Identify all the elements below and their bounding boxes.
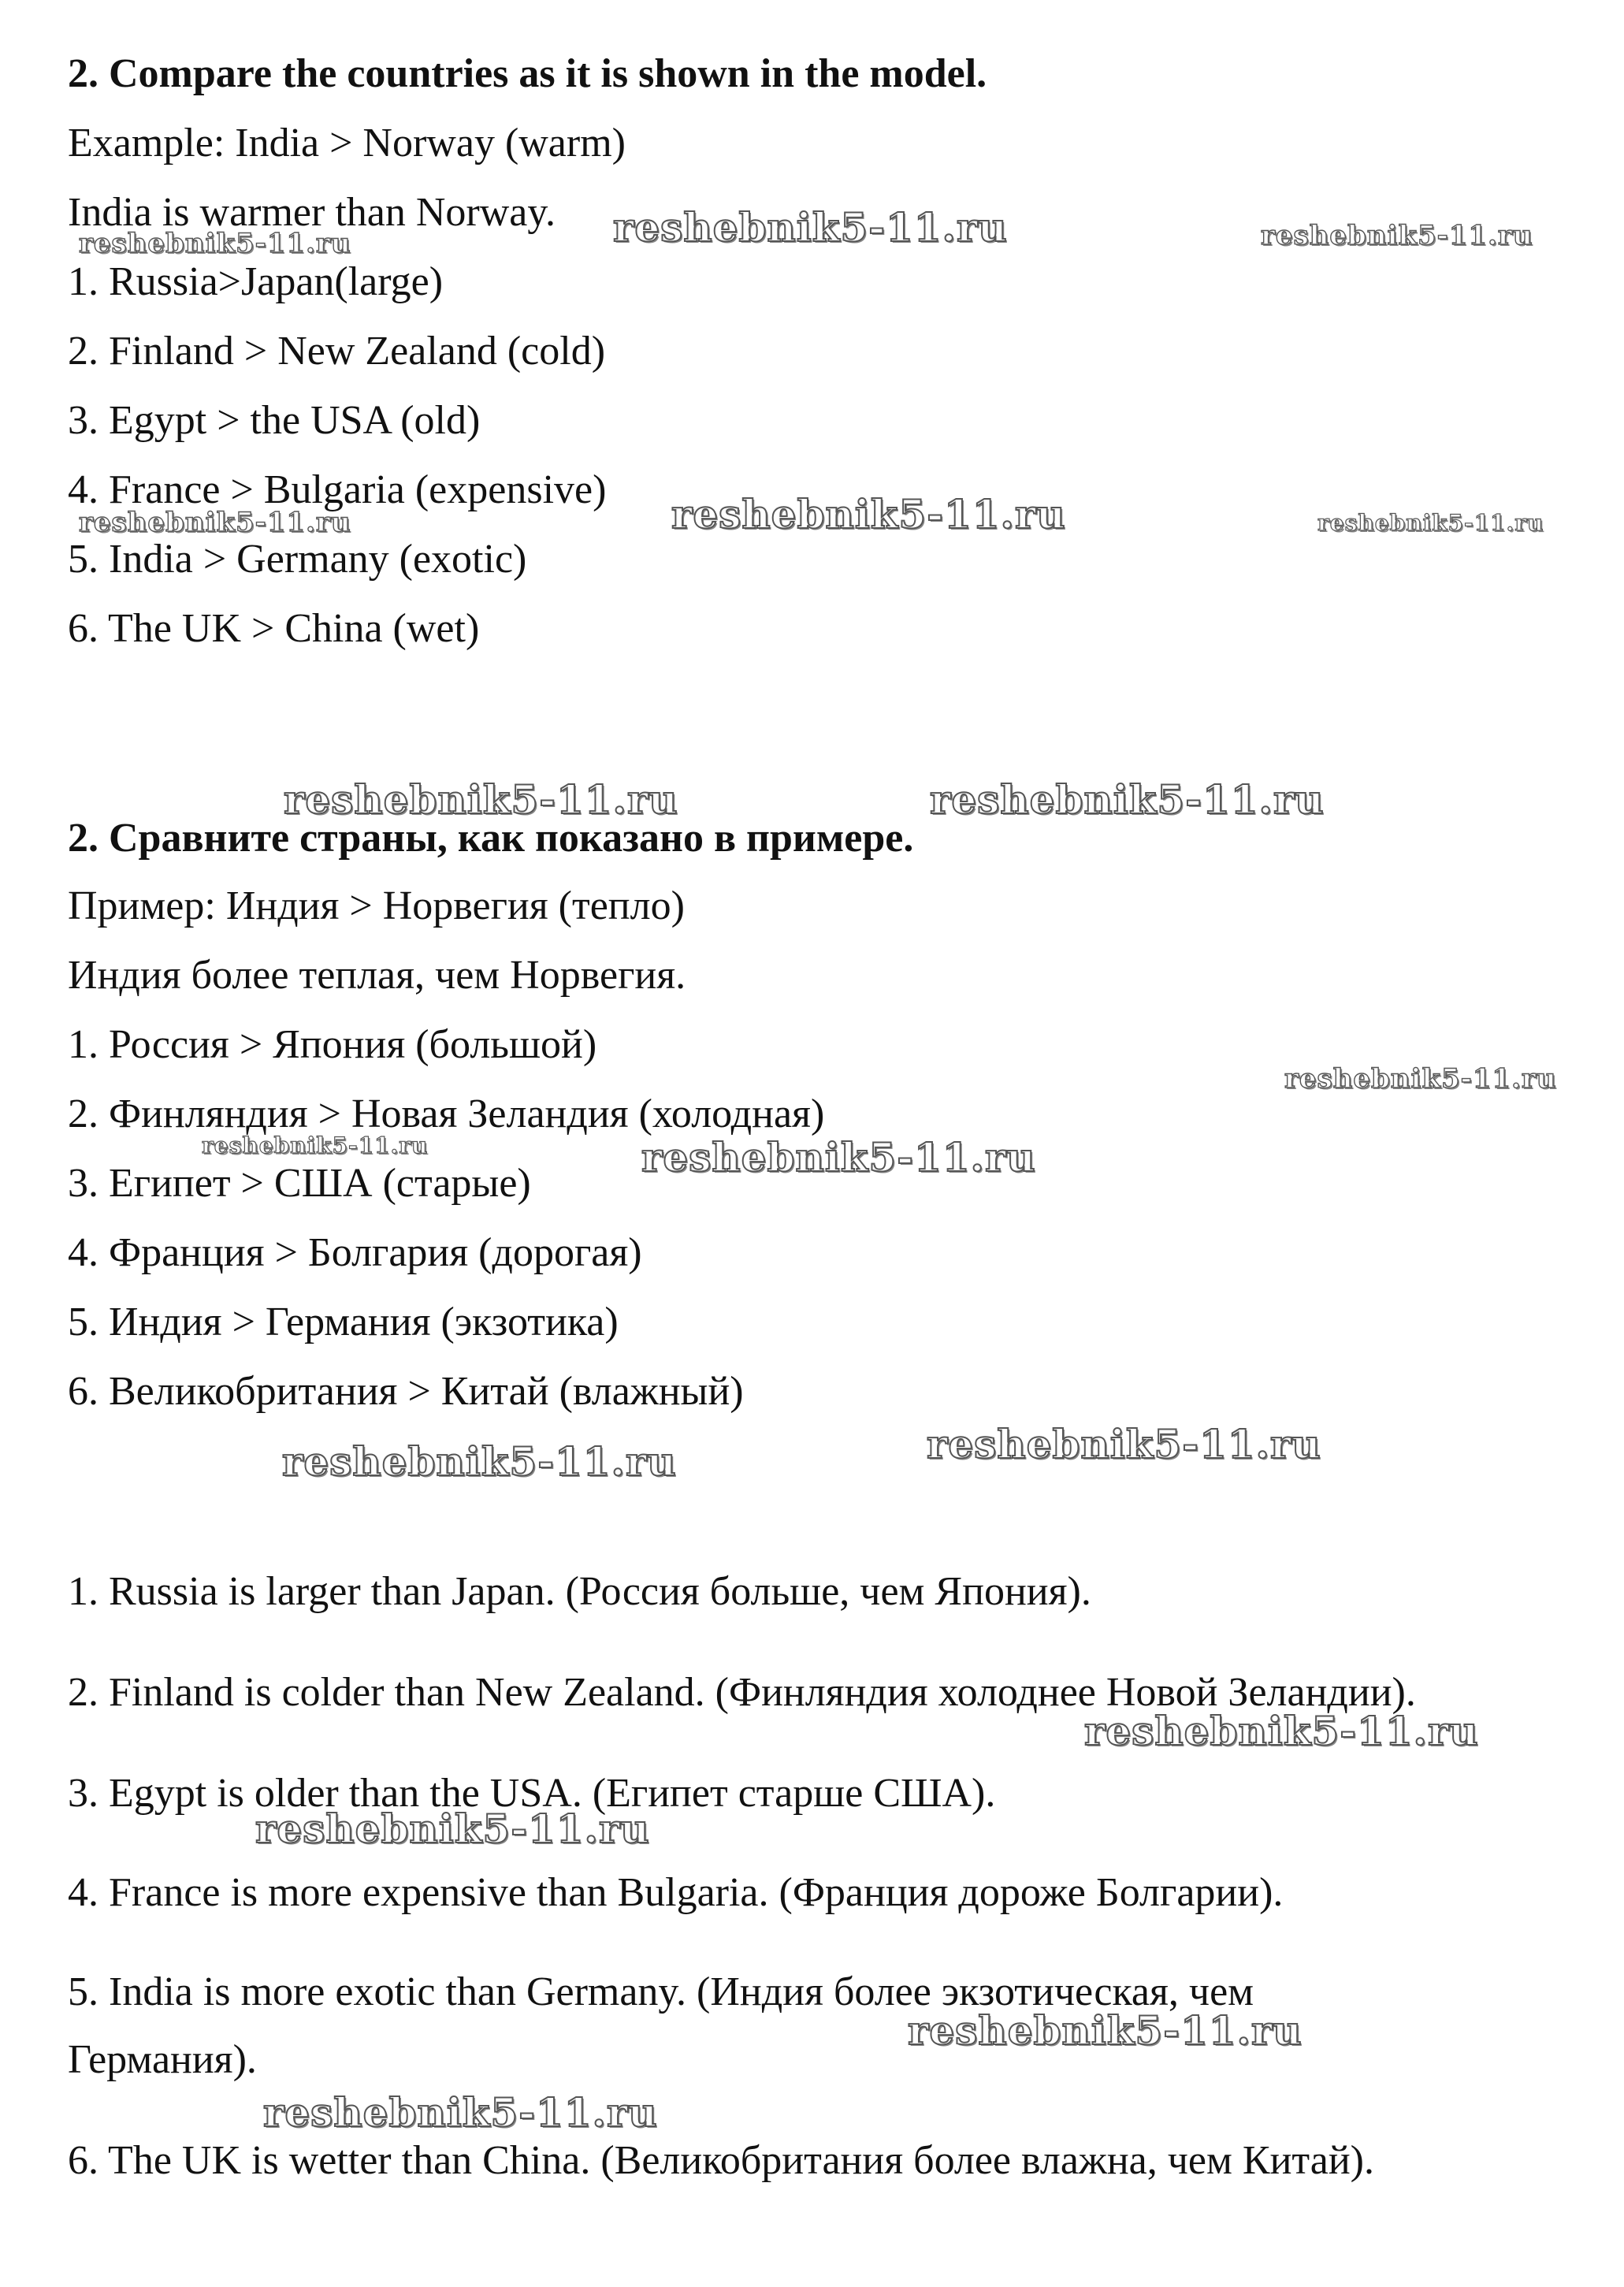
answer-1: 1. Russia is larger than Japan. (Россия больше, чем Япония). [68,1569,1091,1614]
russian-item-3: 3. Египет > США (старые) [68,1161,531,1206]
watermark: reshebnik5-11.ru [908,2007,1303,2054]
watermark: reshebnik5-11.ru [1084,1708,1479,1754]
answer-2: 2. Finland is colder than New Zealand. (Финляндия холоднее Новой Зеландии). [68,1670,1416,1715]
watermark: reshebnik5-11.ru [263,2089,658,2136]
watermark: reshebnik5-11.ru [1284,1063,1557,1095]
watermark: reshebnik5-11.ru [79,507,351,538]
answer-4: 4. France is more expensive than Bulgaria. (Франция дороже Болгарии). [68,1870,1284,1915]
english-item-6: 6. The UK > China (wet) [68,606,480,651]
english-item-5: 5. India > Germany (exotic) [68,537,527,582]
watermark: reshebnik5-11.ru [284,776,678,823]
english-task-heading: 2. Compare the countries as it is shown in the model. [68,51,987,96]
watermark: reshebnik5-11.ru [671,491,1066,537]
watermark: reshebnik5-11.ru [202,1132,429,1158]
russian-item-4: 4. Франция > Болгария (дорогая) [68,1230,642,1275]
watermark: reshebnik5-11.ru [282,1438,677,1485]
russian-item-2: 2. Финляндия > Новая Зеландия (холодная) [68,1091,825,1136]
russian-item-1: 1. Россия > Япония (большой) [68,1022,597,1067]
answer-5-line-1: 5. India is more exotic than Germany. (Индия более экзотическая, чем [68,1969,1254,2014]
answer-5-line-2: Германия). [68,2037,257,2082]
russian-task-heading: 2. Сравните страны, как показано в примере. [68,816,914,861]
watermark: reshebnik5-11.ru [613,204,1008,251]
russian-item-6: 6. Великобритания > Китай (влажный) [68,1369,744,1414]
english-example: Example: India > Norway (warm) [68,121,626,165]
watermark: reshebnik5-11.ru [927,1421,1321,1467]
english-item-4: 4. France > Bulgaria (expensive) [68,467,607,512]
english-item-1: 1. Russia>Japan(large) [68,259,444,304]
watermark: reshebnik5-11.ru [1317,510,1544,536]
answer-6: 6. The UK is wetter than China. (Великобритания более влажна, чем Китай). [68,2138,1374,2183]
watermark: reshebnik5-11.ru [930,776,1325,823]
english-item-2: 2. Finland > New Zealand (cold) [68,329,606,374]
english-example-answer: India is warmer than Norway. [68,190,556,235]
answer-3: 3. Egypt is older than the USA. (Египет старше США). [68,1771,996,1816]
russian-example-answer: Индия более теплая, чем Норвегия. [68,953,686,998]
russian-item-5: 5. Индия > Германия (экзотика) [68,1300,619,1344]
watermark: reshebnik5-11.ru [641,1134,1036,1181]
watermark: reshebnik5-11.ru [255,1805,650,1852]
watermark: reshebnik5-11.ru [79,228,351,259]
russian-example: Пример: Индия > Норвегия (тепло) [68,883,685,928]
english-item-3: 3. Egypt > the USA (old) [68,398,481,443]
watermark: reshebnik5-11.ru [1261,220,1533,251]
